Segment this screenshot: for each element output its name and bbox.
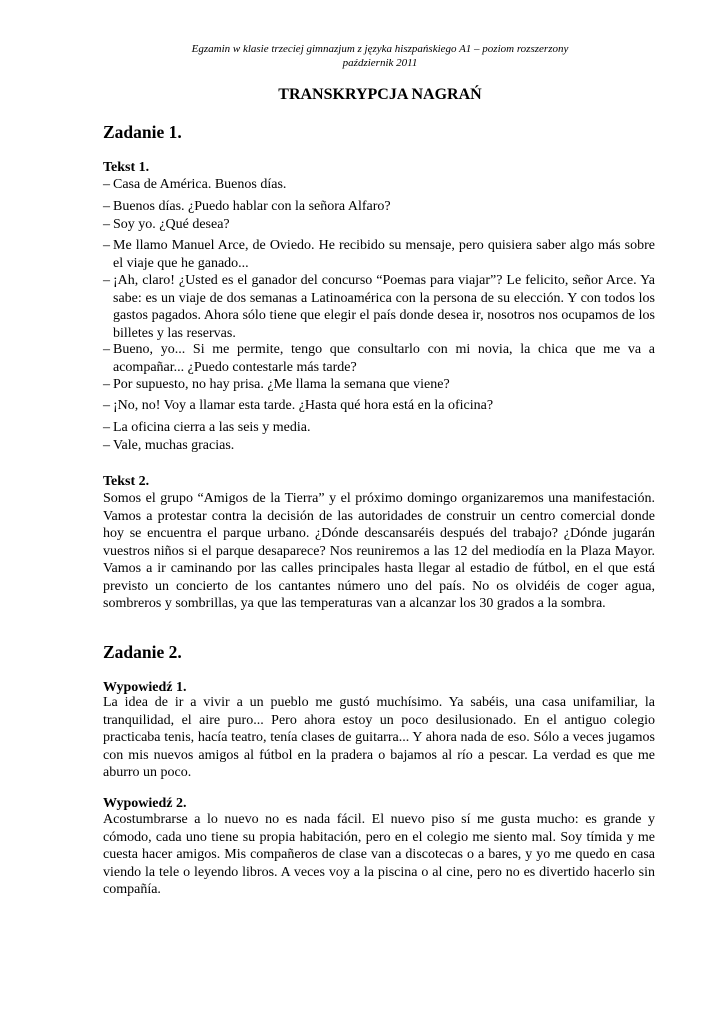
dialogue-text: Bueno, yo... Si me permite, tengo que consultarlo con mi novia, la chica que me va a acompañar... ¿Puedo contestarle más tarde? xyxy=(113,342,655,375)
dialogue-dash: – xyxy=(103,273,110,288)
dialogue-dash: – xyxy=(103,398,110,413)
dialogue-text: Vale, muchas gracias. xyxy=(113,438,235,453)
dialogue-dash: – xyxy=(103,217,110,232)
dialogue-line xyxy=(103,216,655,234)
dialogue-text: Soy yo. ¿Qué desea? xyxy=(113,217,230,232)
tekst-2-paragraph: Somos el grupo “Amigos de la Tierra” y el próximo domingo organizaremos una manifestación. Vamos a protestar contra la decisión de las autoridades de construir un centro comercial donde hoy se encuentra el parque urbano. ¿Dónde descansaréis después del trabajo? ¿Dónde jugarán vuestros niños si el parque desaparece? Nos reuniremos a las 12 del mediodía en la Plaza Mayor. Vamos a ir caminando por las calles principales hasta llegar al estadio de fútbol, en el que está previsto un concierto de los cantantes número uno del país. No os olvidéis de coger agua, sombreros y sombrillas, ya que las temperaturas van a alcanzar los 30 grados a la sombra. xyxy=(103,491,655,611)
dialogue-text: Buenos días. ¿Puedo hablar con la señora Alfaro? xyxy=(113,199,391,214)
dialogue-line xyxy=(103,437,655,455)
dialogue-text: Me llamo Manuel Arce, de Oviedo. He recibido su mensaje, pero quisiera saber algo más sobre el viaje que he ganado... xyxy=(113,238,655,271)
header-line-exam: Egzamin w klasie trzeciej gimnazjum z języka hiszpańskiego A1 – poziom rozszerzony xyxy=(191,43,569,55)
dialogue-text: Casa de América. Buenos días. xyxy=(113,177,287,192)
dialogue-dash: – xyxy=(103,199,110,214)
header-line-date: październik 2011 xyxy=(342,57,418,69)
dialogue-line xyxy=(103,198,655,216)
dialogue-line xyxy=(103,341,655,376)
document-title: TRANSKRYPCJA NAGRAŃ xyxy=(278,86,482,103)
subsection-title-wypowiedz-1: Wypowiedź 1. xyxy=(103,680,187,695)
dialogue-text: La oficina cierra a las seis y media. xyxy=(113,420,311,435)
dialogue-line xyxy=(103,397,655,415)
dialogue-line xyxy=(103,237,655,272)
subsection-title-wypowiedz-2: Wypowiedź 2. xyxy=(103,796,187,811)
section-title-zadanie-2: Zadanie 2. xyxy=(103,642,182,662)
page-header xyxy=(100,42,660,70)
dialogue-line xyxy=(103,419,655,437)
dialogue-line xyxy=(103,176,655,194)
dialogue-text: Por supuesto, no hay prisa. ¿Me llama la semana que viene? xyxy=(113,377,450,392)
section-title-zadanie-1: Zadanie 1. xyxy=(103,122,182,142)
wypowiedz-2-paragraph: Acostumbrarse a lo nuevo no es nada fácil. El nuevo piso sí me gusta mucho: es grande y cómodo, cada uno tiene su propia habitación, pero en el colegio me siento mal. Soy tímida y me cuesta hacer amigos. Mis compañeros de clase van a discotecas o a bares, y yo me quedo en casa viendo la tele o leyendo libros. A veces voy a la piscina o al cine, pero no es divertido hacerlo sin compañía. xyxy=(103,812,655,897)
dialogue-line xyxy=(103,376,655,394)
dialogue-line xyxy=(103,272,655,342)
subsection-title-tekst-1: Tekst 1. xyxy=(103,160,150,175)
dialogue-text: ¡No, no! Voy a llamar esta tarde. ¿Hasta qué hora está en la oficina? xyxy=(113,398,494,413)
dialogue-text: ¡Ah, claro! ¿Usted es el ganador del concurso “Poemas para viajar”? Le felicito, señor Arce. Ya sabe: es un viaje de dos semanas a Latinoamérica con la persona de su elección. Y con todos los gastos pagados. Ahora sólo tiene que elegir el país donde desea ir, nosotros nos ocupamos de los billetes y las reservas. xyxy=(113,273,655,341)
dialogue-dash: – xyxy=(103,177,110,192)
subsection-title-tekst-2: Tekst 2. xyxy=(103,474,150,489)
dialogue-dash: – xyxy=(103,420,110,435)
dialogue-dash: – xyxy=(103,342,110,357)
dialogue-dash: – xyxy=(103,377,110,392)
dialogue-dash: – xyxy=(103,438,110,453)
wypowiedz-1-paragraph: La idea de ir a vivir a un pueblo me gustó muchísimo. Ya sabéis, una casa unifamiliar, la tranquilidad, el aire puro... Pero ahora estoy un poco desilusionado. En el antiguo colegio practicaba tenis, hacía teatro, tenía clases de guitarra... Y ahora nada de eso. Sólo a veces jugamos con mis nuevos amigos al fútbol en la pradera o bajamos al río a pescar. La verdad es que me aburro un poco. xyxy=(103,695,655,780)
dialogue-dash: – xyxy=(103,238,110,253)
